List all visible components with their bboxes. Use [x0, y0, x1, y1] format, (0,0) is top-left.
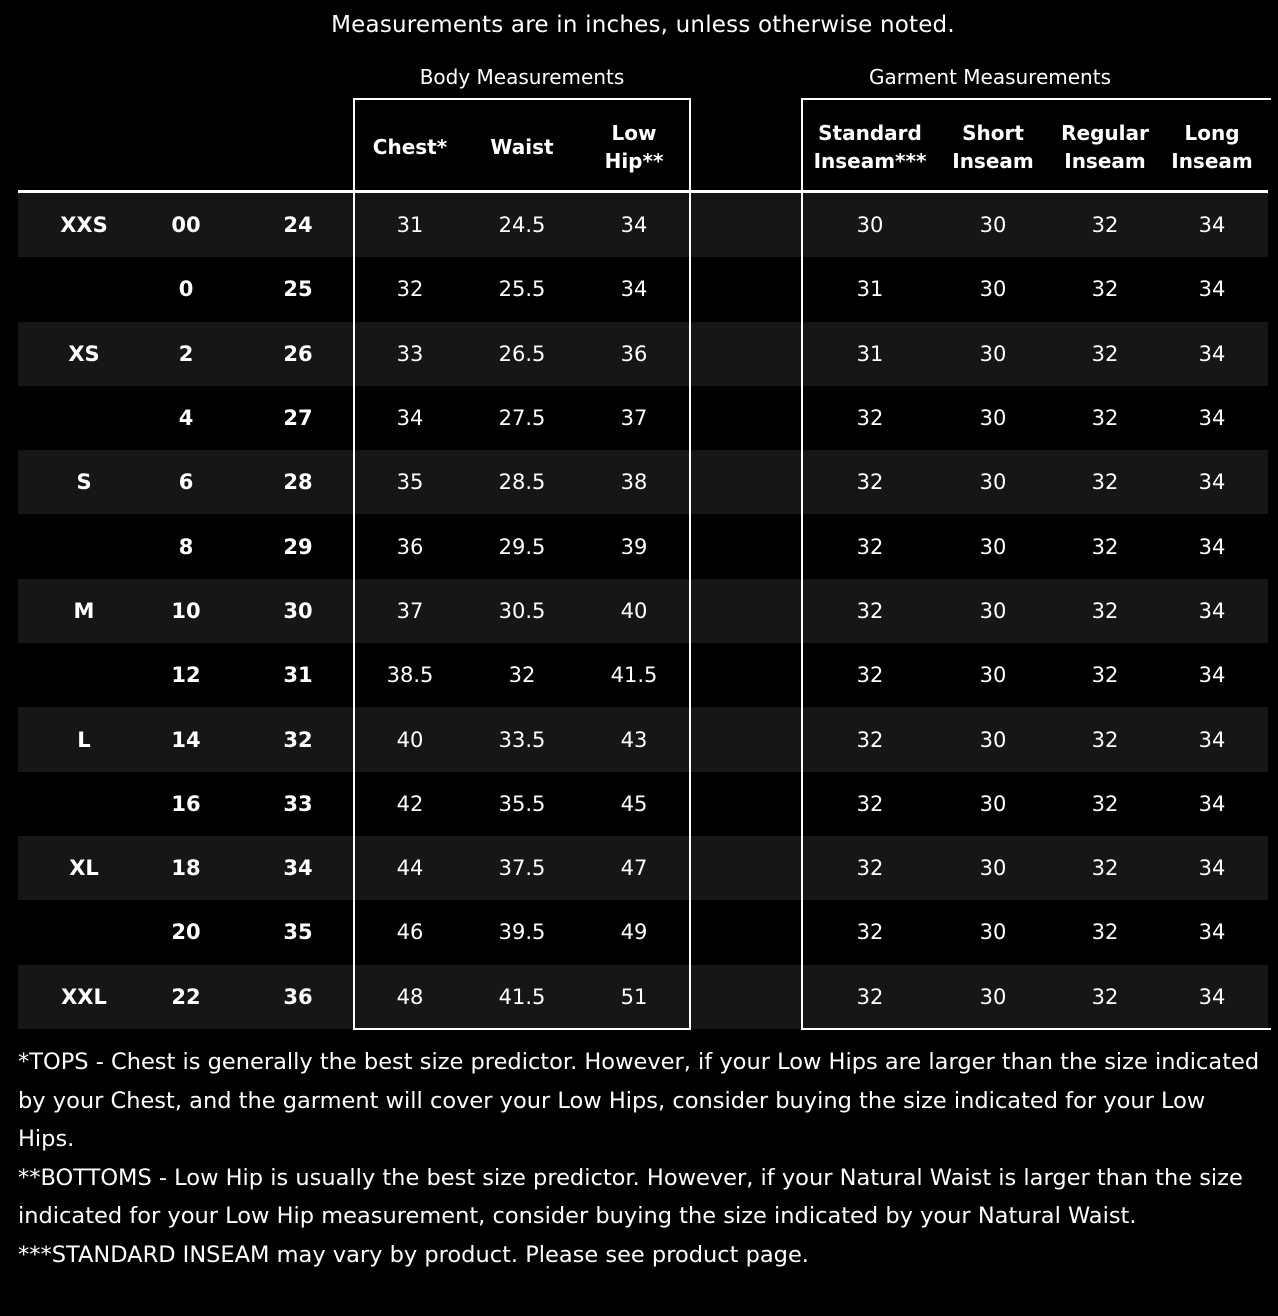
cell-standard-inseam: 32 [856, 534, 884, 559]
cell-low-hip: 37 [620, 406, 648, 431]
table-row [18, 836, 1268, 900]
cell-letter-size: XL [69, 856, 99, 881]
cell-regular-inseam: 32 [1091, 406, 1119, 431]
cell-low-hip: 49 [620, 920, 648, 945]
cell-short-inseam: 30 [979, 341, 1007, 366]
cell-low-hip: 51 [620, 984, 648, 1009]
cell-chest: 46 [396, 920, 424, 945]
cell-standard-inseam: 31 [856, 277, 884, 302]
cell-numeric-size: 2 [178, 341, 194, 366]
header-standard-inseam: Standard Inseam*** [813, 121, 927, 173]
cell-long-inseam: 34 [1198, 213, 1226, 238]
cell-standard-inseam: 32 [856, 727, 884, 752]
cell-long-inseam: 34 [1198, 984, 1226, 1009]
cell-low-hip: 45 [620, 791, 648, 816]
cell-chest: 36 [396, 534, 424, 559]
cell-standard-inseam: 31 [856, 341, 884, 366]
cell-long-inseam: 34 [1198, 727, 1226, 752]
cell-chest: 44 [396, 856, 424, 881]
cell-chest: 31 [396, 213, 424, 238]
cell-waist-size: 34 [283, 856, 313, 881]
cell-long-inseam: 34 [1198, 791, 1226, 816]
cell-regular-inseam: 32 [1091, 856, 1119, 881]
cell-short-inseam: 30 [979, 213, 1007, 238]
cell-letter-size [18, 900, 150, 964]
cell-long-inseam: 34 [1198, 856, 1226, 881]
header-long-inseam: Long Inseam [1171, 121, 1253, 173]
cell-letter-size: M [73, 598, 95, 623]
cell-standard-inseam: 32 [856, 663, 884, 688]
cell-short-inseam: 30 [979, 663, 1007, 688]
cell-waist-size: 28 [283, 470, 313, 495]
cell-letter-size [18, 257, 150, 321]
cell-waist-size: 24 [283, 213, 313, 238]
cell-short-inseam: 30 [979, 277, 1007, 302]
cell-low-hip: 36 [620, 341, 648, 366]
cell-regular-inseam: 32 [1091, 213, 1119, 238]
cell-short-inseam: 30 [979, 920, 1007, 945]
cell-chest: 35 [396, 470, 424, 495]
cell-letter-size [18, 643, 150, 707]
cell-standard-inseam: 32 [856, 406, 884, 431]
cell-short-inseam: 30 [979, 727, 1007, 752]
cell-chest: 32 [396, 277, 424, 302]
cell-short-inseam: 30 [979, 598, 1007, 623]
cell-waist: 39.5 [498, 920, 546, 945]
table-row [18, 643, 1268, 707]
header-chest: Chest* [372, 135, 448, 159]
cell-low-hip: 40 [620, 598, 648, 623]
cell-short-inseam: 30 [979, 470, 1007, 495]
cell-waist: 37.5 [498, 856, 546, 881]
table-row [18, 257, 1268, 321]
cell-chest: 37 [396, 598, 424, 623]
cell-standard-inseam: 32 [856, 470, 884, 495]
cell-low-hip: 43 [620, 727, 648, 752]
cell-numeric-size: 20 [171, 920, 201, 945]
table-row [18, 386, 1268, 450]
table-row [18, 514, 1268, 578]
cell-numeric-size: 10 [171, 598, 201, 623]
cell-waist: 26.5 [498, 341, 546, 366]
cell-long-inseam: 34 [1198, 663, 1226, 688]
cell-regular-inseam: 32 [1091, 984, 1119, 1009]
cell-regular-inseam: 32 [1091, 598, 1119, 623]
table-row [18, 322, 1268, 386]
cell-low-hip: 38 [620, 470, 648, 495]
cell-numeric-size: 12 [171, 663, 201, 688]
cell-waist-size: 33 [283, 791, 313, 816]
cell-chest: 33 [396, 341, 424, 366]
cell-low-hip: 47 [620, 856, 648, 881]
cell-standard-inseam: 32 [856, 984, 884, 1009]
cell-regular-inseam: 32 [1091, 341, 1119, 366]
cell-chest: 42 [396, 791, 424, 816]
cell-letter-size: XXL [61, 984, 107, 1009]
cell-chest: 40 [396, 727, 424, 752]
cell-letter-size: L [77, 727, 91, 752]
cell-numeric-size: 22 [171, 984, 201, 1009]
cell-waist-size: 25 [283, 277, 313, 302]
header-low-hip: Low Hip** [604, 121, 664, 173]
table-row [18, 965, 1268, 1029]
footnote-tops: *TOPS - Chest is generally the best size predictor. However, if your Low Hips are larger than the size indicated by your Chest, and the garment will cover your Low Hips, consider buying the size indicated for your Low Hips. [18, 1049, 1260, 1152]
header-waist: Waist [490, 135, 554, 159]
table-row [18, 900, 1268, 964]
cell-numeric-size: 18 [171, 856, 201, 881]
header-short-inseam: Short Inseam [952, 121, 1034, 173]
cell-numeric-size: 8 [178, 534, 194, 559]
cell-standard-inseam: 30 [856, 213, 884, 238]
cell-waist: 27.5 [498, 406, 546, 431]
cell-letter-size: XXS [60, 213, 108, 238]
cell-waist-size: 31 [283, 663, 313, 688]
cell-waist: 25.5 [498, 277, 546, 302]
cell-short-inseam: 30 [979, 406, 1007, 431]
cell-waist: 33.5 [498, 727, 546, 752]
cell-low-hip: 41.5 [610, 663, 658, 688]
cell-numeric-size: 16 [171, 791, 201, 816]
body-measurements-title: Body Measurements [419, 65, 625, 89]
cell-letter-size [18, 386, 150, 450]
cell-waist-size: 35 [283, 920, 313, 945]
cell-waist-size: 27 [283, 406, 313, 431]
cell-waist-size: 32 [283, 727, 313, 752]
cell-waist-size: 30 [283, 598, 313, 623]
cell-long-inseam: 34 [1198, 598, 1226, 623]
cell-waist-size: 29 [283, 534, 313, 559]
cell-long-inseam: 34 [1198, 406, 1226, 431]
cell-chest: 48 [396, 984, 424, 1009]
cell-standard-inseam: 32 [856, 856, 884, 881]
cell-waist: 24.5 [498, 213, 546, 238]
table-row [18, 193, 1268, 257]
cell-numeric-size: 0 [178, 277, 194, 302]
cell-waist-size: 26 [283, 341, 313, 366]
measurement-units-note: Measurements are in inches, unless otherwise noted. [331, 12, 955, 38]
cell-regular-inseam: 32 [1091, 791, 1119, 816]
cell-long-inseam: 34 [1198, 920, 1226, 945]
cell-standard-inseam: 32 [856, 920, 884, 945]
cell-chest: 34 [396, 406, 424, 431]
cell-standard-inseam: 32 [856, 598, 884, 623]
cell-short-inseam: 30 [979, 856, 1007, 881]
cell-numeric-size: 14 [171, 727, 201, 752]
table-row [18, 450, 1268, 514]
cell-long-inseam: 34 [1198, 341, 1226, 366]
cell-waist: 28.5 [498, 470, 546, 495]
footnote-bottoms: **BOTTOMS - Low Hip is usually the best size predictor. However, if your Natural Waist is larger than the size indicated for your Low Hip measurement, consider buying the size indicated by your Natural Waist. [18, 1164, 1243, 1229]
cell-regular-inseam: 32 [1091, 727, 1119, 752]
cell-low-hip: 34 [620, 213, 648, 238]
cell-regular-inseam: 32 [1091, 534, 1119, 559]
cell-waist: 29.5 [498, 534, 546, 559]
footnote-standard-inseam: ***STANDARD INSEAM may vary by product. Please see product page. [18, 1241, 809, 1268]
cell-waist: 32 [508, 663, 536, 688]
cell-low-hip: 34 [620, 277, 648, 302]
cell-letter-size: XS [68, 341, 100, 366]
cell-long-inseam: 34 [1198, 470, 1226, 495]
size-table-body [18, 193, 1268, 1029]
cell-regular-inseam: 32 [1091, 277, 1119, 302]
cell-waist: 35.5 [498, 791, 546, 816]
cell-waist: 41.5 [498, 984, 546, 1009]
cell-standard-inseam: 32 [856, 791, 884, 816]
cell-letter-size [18, 772, 150, 836]
cell-long-inseam: 34 [1198, 277, 1226, 302]
cell-letter-size: S [76, 470, 92, 495]
cell-letter-size [18, 514, 150, 578]
table-row [18, 579, 1268, 643]
garment-measurements-title: Garment Measurements [868, 65, 1111, 89]
cell-waist: 30.5 [498, 598, 546, 623]
cell-numeric-size: 6 [178, 470, 194, 495]
table-row [18, 772, 1268, 836]
table-row [18, 707, 1268, 771]
cell-long-inseam: 34 [1198, 534, 1226, 559]
cell-numeric-size: 00 [171, 213, 201, 238]
cell-regular-inseam: 32 [1091, 470, 1119, 495]
footnotes [18, 1043, 1268, 1274]
cell-regular-inseam: 32 [1091, 663, 1119, 688]
cell-regular-inseam: 32 [1091, 920, 1119, 945]
cell-short-inseam: 30 [979, 984, 1007, 1009]
cell-waist-size: 36 [283, 984, 313, 1009]
cell-short-inseam: 30 [979, 534, 1007, 559]
header-regular-inseam: Regular Inseam [1061, 121, 1149, 173]
cell-low-hip: 39 [620, 534, 648, 559]
cell-short-inseam: 30 [979, 791, 1007, 816]
cell-numeric-size: 4 [178, 406, 194, 431]
cell-chest: 38.5 [386, 663, 434, 688]
